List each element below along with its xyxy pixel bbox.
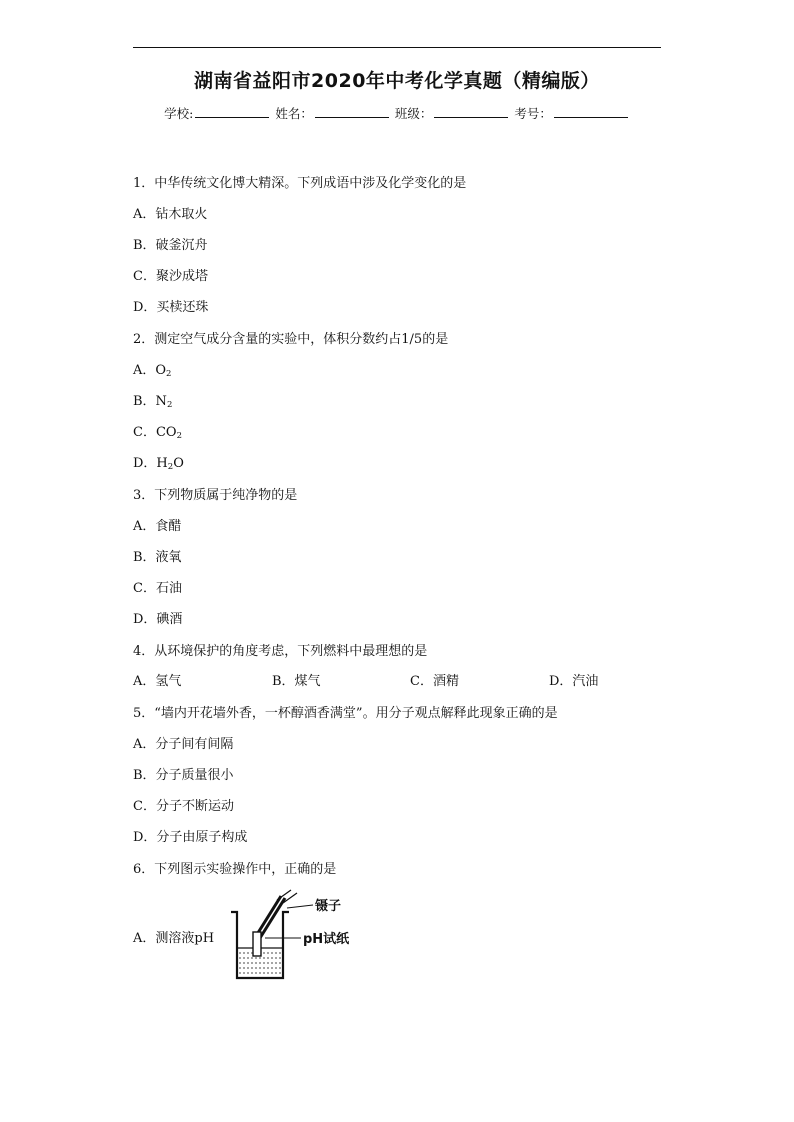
q1-option-a: A．钻木取火 — [133, 207, 208, 222]
q1-option-d: D．买椟还珠 — [133, 300, 209, 315]
ph-paper-label: pH试纸 — [303, 932, 350, 947]
ph-test-figure — [225, 888, 355, 984]
q1-option-c: C．聚沙成塔 — [133, 269, 208, 284]
q2-option-a: A．$O_2$ — [133, 363, 172, 379]
ph-paper-icon — [253, 932, 261, 956]
page-title: 湖南省益阳市2020年中考化学真题（精编版） — [194, 70, 600, 92]
q4-option-a: A．氢气 — [133, 674, 182, 689]
q5-option-c: C．分子不断运动 — [133, 799, 234, 814]
tweezers-icon — [256, 890, 297, 938]
q1-option-b: B．破釜沉舟 — [133, 238, 208, 253]
q6-option-a: A．测溶液pH — [133, 931, 215, 946]
q3-stem: 3．下列物质属于纯净物的是 — [133, 488, 298, 503]
name-label: 姓名： — [275, 106, 313, 121]
q5-option-d: D．分子由原子构成 — [133, 830, 248, 845]
tweezers-leader-line — [287, 905, 313, 908]
q2-stem: 2．测定空气成分含量的实验中，体积分数约占1/5的是 — [133, 332, 449, 347]
q4-option-d: D．汽油 — [549, 674, 599, 689]
q5-stem: 5．“墙内开花墙外香，一杯醇酒香满堂”。用分子观点解释此现象正确的是 — [133, 706, 558, 721]
q1-stem: 1．中华传统文化博大精深。下列成语中涉及化学变化的是 — [133, 176, 467, 191]
class-blank[interactable] — [434, 105, 508, 118]
q3-option-c: C．石油 — [133, 581, 182, 596]
q2-option-c: C．$CO_2$ — [133, 425, 182, 441]
q5-option-a: A．分子间有间隔 — [133, 737, 234, 752]
q4-option-b: B．煤气 — [272, 674, 321, 689]
q5-option-b: B．分子质量很小 — [133, 768, 234, 783]
q6-stem: 6．下列图示实验操作中，正确的是 — [133, 862, 337, 877]
q4-stem: 4．从环境保护的角度考虑，下列燃料中最理想的是 — [133, 644, 428, 659]
q3-option-a: A．食醋 — [133, 519, 182, 534]
id-label: 考号： — [514, 106, 552, 121]
tweezers-label: 镊子 — [315, 899, 342, 914]
school-label: 学校: — [164, 106, 194, 121]
q3-option-b: B．液氧 — [133, 550, 182, 565]
q4-option-c: C．酒精 — [410, 674, 459, 689]
id-blank[interactable] — [554, 105, 628, 118]
class-label: 班级： — [394, 106, 433, 121]
q3-option-d: D．碘酒 — [133, 612, 183, 627]
q2-option-d: D．$H_2O$ — [133, 456, 184, 472]
school-blank[interactable] — [195, 105, 269, 118]
q2-option-b: B．$N_2$ — [133, 394, 173, 410]
top-rule — [133, 47, 661, 48]
student-info-line — [0, 104, 794, 122]
name-blank[interactable] — [315, 105, 389, 118]
